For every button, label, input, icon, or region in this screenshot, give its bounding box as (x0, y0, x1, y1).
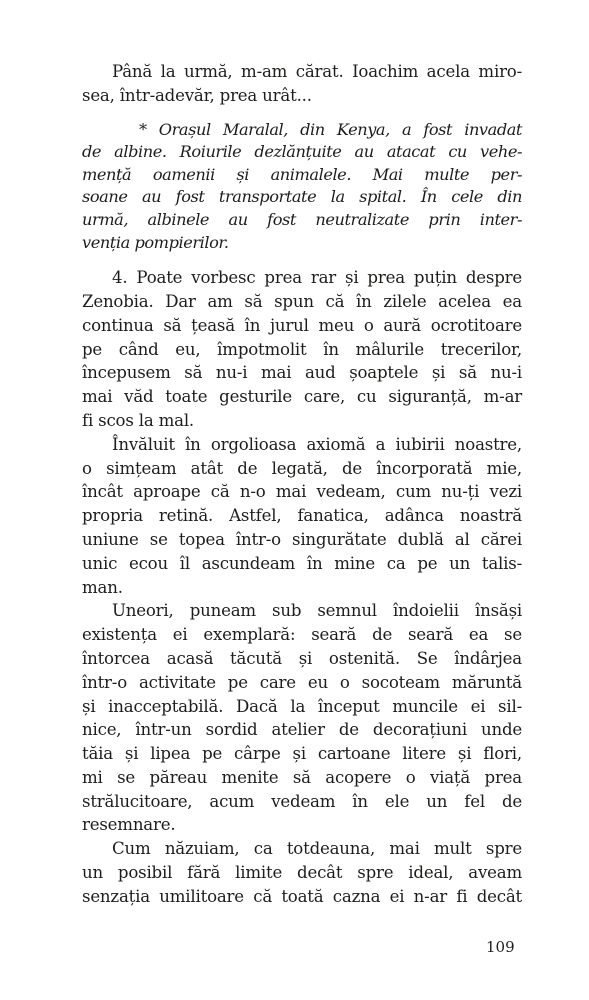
footnote (82, 119, 522, 255)
paragraph-embrace (82, 433, 522, 600)
text-line: unic ecou îl ascundeam în mine ca pe un talis- (82, 553, 522, 573)
text-line: tăia și lipea pe cârpe și cartoane litere și flori, (82, 744, 522, 764)
text-line: începusem să nu-i mai aud șoaptele și să nu-i (82, 363, 522, 383)
book-page (82, 60, 522, 909)
text-line: resemnare. (82, 815, 176, 835)
text-line: uniune se topea într-o singurătate dublă al cărei (82, 529, 522, 549)
text-line: 4. Poate vorbesc prea rar și prea puțin despre (112, 268, 522, 288)
footnote-line: soane au fost transportate la spital. În cele din (82, 187, 522, 207)
text-line: într-o activitate pe care eu o socoteam măruntă (82, 672, 522, 692)
text-line: existența ei exemplară: seară de seară ea se (82, 625, 522, 645)
footnote-line: mență oamenii și animalele. Mai multe per- (82, 164, 522, 184)
footnote-line: venția pompierilor. (82, 232, 229, 252)
text-line: întorcea acasă tăcută și ostenită. Se îndârjea (82, 648, 522, 668)
text-line: senzația umilitoare că toată cazna ei n-ar fi decât (82, 886, 522, 906)
footnote-line: * Orașul Maralal, din Kenya, a fost invadat (139, 119, 522, 139)
text-line: propria retină. Astfel, fanatica, adânca noastră (82, 506, 522, 526)
text-line: pe când eu, împotmolit în mâlurile trecerilor, (82, 339, 522, 359)
paragraph-aspiration (82, 837, 522, 908)
text-line: mai văd toate gesturile care, cu siguranță, m-ar (82, 387, 522, 407)
text-line: Uneori, puneam sub semnul îndoielii însăși (112, 601, 522, 621)
text-line: Cum năzuiam, ca totdeauna, mai mult spre (112, 839, 522, 859)
text-line: sea, într-adevăr, prea urât... (82, 85, 312, 105)
text-line: Învăluit în orgolioasa axiomă a iubirii noastre, (112, 434, 522, 454)
text-line: fi scos la mal. (82, 410, 194, 430)
page-number: 109 (486, 938, 515, 956)
text-line: o simțeam atât de legată, de încorporată mie, (82, 458, 522, 478)
paragraph-doubt (82, 599, 522, 837)
text-line: Până la urmă, m-am cărat. Ioachim acela miro- (112, 62, 522, 81)
footnote-line: de albine. Roiurile dezlănțuite au atacat cu vehe- (82, 142, 522, 162)
text-line: continua să țeasă în jurul meu o aură ocrotitoare (82, 315, 522, 335)
text-line: Zenobia. Dar am să spun că în zilele acelea ea (82, 291, 522, 311)
text-line: încât aproape că n-o mai vedeam, cum nu-ți vezi (82, 482, 522, 502)
text-line: man. (82, 577, 123, 597)
opening-paragraph (82, 60, 522, 108)
footnote-line: urmă, albinele au fost neutralizate prin inter- (82, 209, 522, 229)
text-line: mi se păreau menite să acopere o viață prea (82, 767, 522, 787)
text-line: nice, într-un sordid atelier de decorațiuni unde (82, 720, 522, 740)
text-line: strălucitoare, acum vedeam în ele un fel de (82, 791, 522, 811)
paragraph-section-4 (82, 266, 522, 433)
text-line: un posibil fără limite decât spre ideal, aveam (82, 863, 522, 883)
text-line: și inacceptabilă. Dacă la început muncile ei sil- (82, 696, 522, 716)
